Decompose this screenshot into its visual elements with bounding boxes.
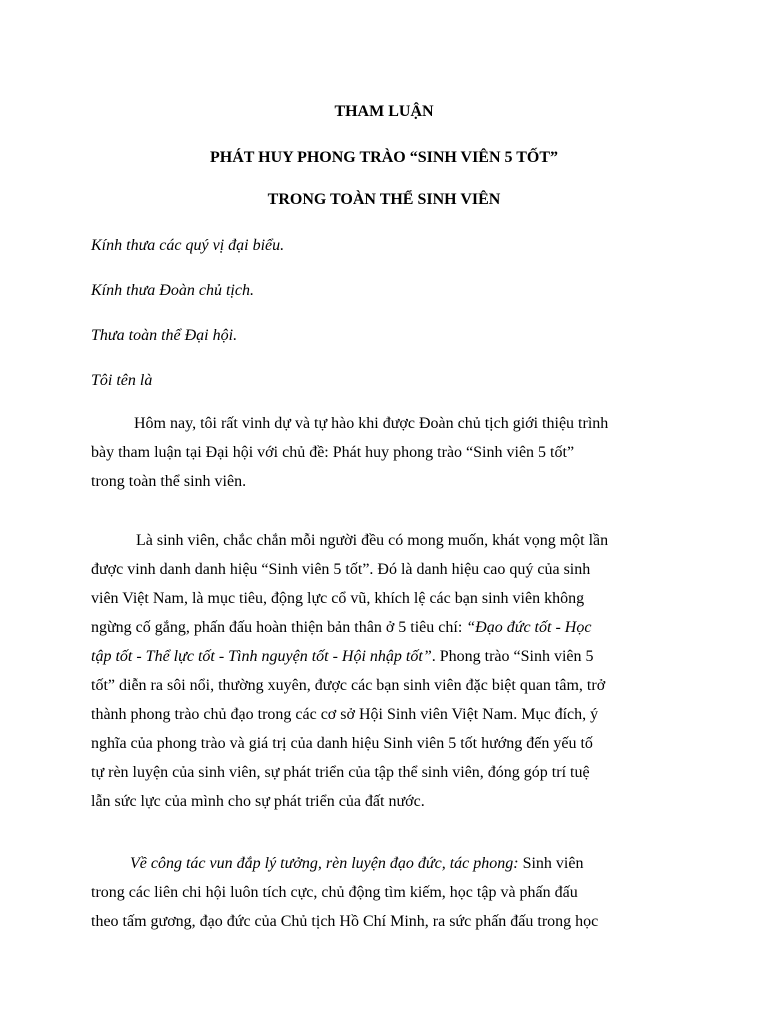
paragraph-introduction	[91, 409, 673, 496]
paragraph-line	[91, 642, 673, 671]
paragraph-text: ngừng cố gắng, phấn đấu hoàn thiện bản thân ở 5 tiêu chí:	[91, 619, 467, 636]
document-title: THAM LUẬN	[334, 103, 434, 120]
section-heading-text: Về công tác vun đắp lý tưởng, rèn luyện đạo đức, tác phong:	[130, 855, 519, 872]
criteria-text: “Đạo đức tốt - Học	[466, 619, 592, 636]
document-subtitle: PHÁT HUY PHONG TRÀO “SINH VIÊN 5 TỐT”	[209, 149, 559, 166]
paragraph-text: Sinh viên	[518, 855, 584, 872]
document-subtitle-2: TRONG TOÀN THỂ SINH VIÊN	[267, 191, 501, 208]
paragraph-section	[91, 849, 673, 936]
paragraph-line: nghĩa của phong trào và giá trị của danh hiệu Sinh viên 5 tốt hướng đến yếu tố	[91, 735, 593, 752]
paragraph-line: trong các liên chi hội luôn tích cực, chủ động tìm kiếm, học tập và phấn đấu	[91, 884, 578, 901]
paragraph-text: . Phong trào “Sinh viên 5	[431, 648, 594, 665]
greeting-line: Kính thưa các quý vị đại biểu.	[91, 237, 285, 254]
paragraph-line: viên Việt Nam, là mục tiêu, động lực cổ vũ, khích lệ các bạn sinh viên không	[91, 590, 585, 607]
greeting-line: Tôi tên là	[91, 372, 153, 389]
greeting-line: Thưa toàn thể Đại hội.	[91, 327, 238, 344]
paragraph-line: trong toàn thể sinh viên.	[91, 473, 247, 490]
paragraph-line: được vinh danh danh hiệu “Sinh viên 5 tốt”. Đó là danh hiệu cao quý của sinh	[91, 561, 591, 578]
paragraph-line: theo tấm gương, đạo đức của Chủ tịch Hồ Chí Minh, ra sức phấn đấu trong học	[91, 913, 599, 930]
paragraph-body	[91, 526, 673, 816]
paragraph-line	[91, 849, 673, 878]
paragraph-line: Là sinh viên, chắc chắn mỗi người đều có mong muốn, khát vọng một lần	[136, 532, 609, 549]
paragraph-line: bày tham luận tại Đại hội với chủ đề: Phát huy phong trào “Sinh viên 5 tốt”	[91, 444, 575, 461]
paragraph-line: tự rèn luyện của sinh viên, sự phát triển của tập thể sinh viên, đóng góp trí tuệ	[91, 764, 590, 781]
paragraph-line: tốt” diễn ra sôi nổi, thường xuyên, được các bạn sinh viên đặc biệt quan tâm, trở	[91, 677, 606, 694]
greeting-line: Kính thưa Đoàn chủ tịch.	[91, 282, 254, 299]
paragraph-line: lẫn sức lực của mình cho sự phát triển của đất nước.	[91, 793, 425, 810]
paragraph-line: thành phong trào chủ đạo trong các cơ sở Hội Sinh viên Việt Nam. Mục đích, ý	[91, 706, 599, 723]
paragraph-line	[91, 613, 673, 642]
paragraph-line: Hôm nay, tôi rất vinh dự và tự hào khi được Đoàn chủ tịch giới thiệu trình	[134, 415, 609, 432]
criteria-text: tập tốt - Thể lực tốt - Tình nguyện tốt - Hội nhập tốt”	[91, 648, 432, 665]
